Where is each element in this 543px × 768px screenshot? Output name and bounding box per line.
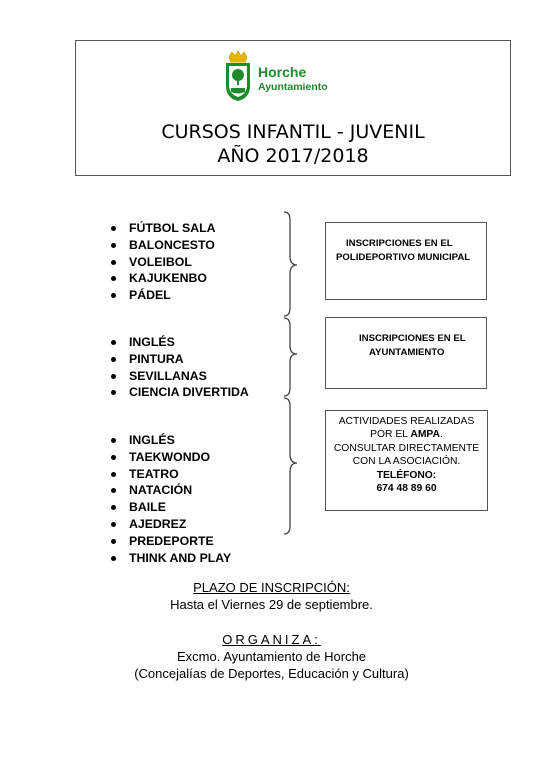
list-item: PÁDEL <box>109 287 216 304</box>
info-box-ayuntamiento <box>325 317 487 389</box>
list-item: SEVILLANAS <box>109 368 249 385</box>
list-item: CIENCIA DIVERTIDA <box>109 384 249 401</box>
curly-brace-3 <box>284 398 297 534</box>
plazo-label: PLAZO DE INSCRIPCIÓN: <box>193 580 350 595</box>
info-box-text: CONSULTAR DIRECTAMENTE <box>333 442 480 454</box>
plazo-value: Hasta el Viernes 29 de septiembre. <box>170 597 373 612</box>
ampa-name: AMPA <box>410 429 440 441</box>
list-item: INGLÉS <box>109 334 249 351</box>
activity-list-ampa <box>109 432 231 566</box>
list-item: PREDEPORTE <box>109 533 231 550</box>
organiza-label: ORGANIZA: <box>222 632 321 647</box>
list-item: TAEKWONDO <box>109 449 231 466</box>
list-item: KAJUKENBO <box>109 270 216 287</box>
info-box-text: POR EL <box>370 429 408 441</box>
list-item: BALONCESTO <box>109 237 216 254</box>
info-box-text: POLIDEPORTIVO MUNICIPAL <box>336 252 471 263</box>
info-box-text: CON LA ASOCIACIÓN. <box>352 456 461 468</box>
info-box-polideportivo <box>325 222 487 300</box>
list-item: TEATRO <box>109 466 231 483</box>
organizer-name: Excmo. Ayuntamiento de Horche <box>176 649 367 664</box>
curly-brace-2 <box>284 318 297 396</box>
page-title: CURSOS INFANTIL - JUVENIL <box>161 121 425 143</box>
info-box-text: . <box>439 429 443 441</box>
brace-group <box>280 210 304 540</box>
info-box-text: ACTIVIDADES REALIZADAS <box>338 416 475 427</box>
info-box-text: INSCRIPCIONES EN EL <box>359 333 466 344</box>
list-item: FÚTBOL SALA <box>109 220 216 237</box>
organizer-departments: (Concejalías de Deportes, Educación y Cultura) <box>134 666 409 681</box>
list-item: THINK AND PLAY <box>109 550 231 567</box>
activity-list-ayuntamiento <box>109 334 249 401</box>
info-box-ampa <box>325 410 488 511</box>
logo-subtitle: Ayuntamiento <box>258 81 328 93</box>
activity-list-sports <box>109 220 216 304</box>
list-item: NATACIÓN <box>109 482 231 499</box>
curly-brace-1 <box>284 212 297 316</box>
list-item: PINTURA <box>109 351 249 368</box>
phone-label: TELÉFONO: <box>376 469 437 481</box>
list-item: BAILE <box>109 499 231 516</box>
page-subtitle-year: AÑO 2017/2018 <box>217 145 369 167</box>
info-box-text: AYUNTAMIENTO <box>369 347 445 358</box>
list-item: INGLÉS <box>109 432 231 449</box>
info-box-text: INSCRIPCIONES EN EL <box>346 238 453 249</box>
logo-name: Horche <box>258 64 307 80</box>
info-box-text-line <box>326 428 487 441</box>
phone-number: 674 48 89 60 <box>376 483 437 495</box>
list-item: VOLEIBOL <box>109 254 216 271</box>
list-item: AJEDREZ <box>109 516 231 533</box>
